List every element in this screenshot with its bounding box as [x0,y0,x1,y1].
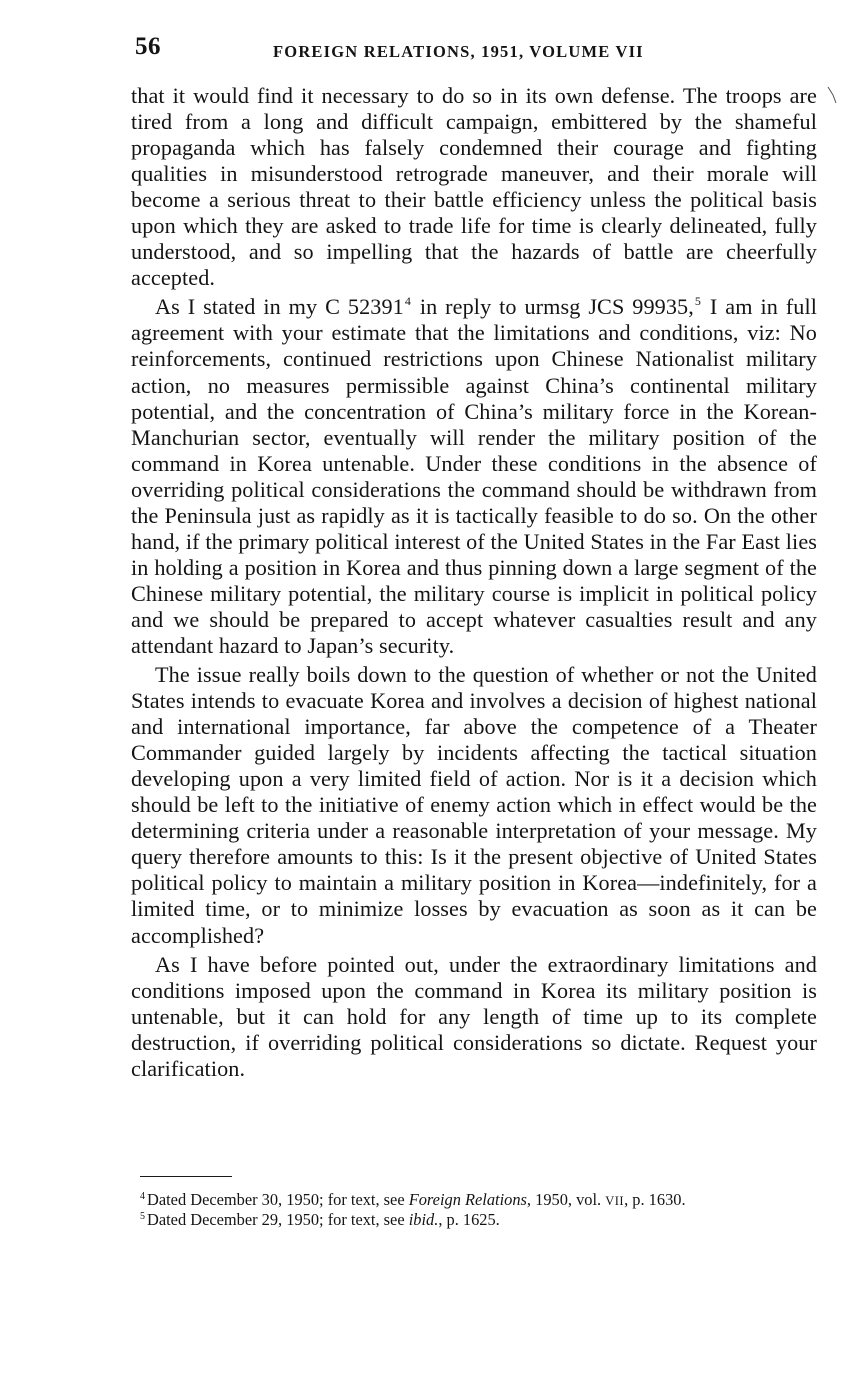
page-header [135,33,775,65]
footnote-text: Dated December 30, 1950; for text, see [147,1190,409,1209]
paragraph-4: As I have before pointed out, under the extraordinary limitations and conditions imposed upon the command in Korea its military position is untenable, but it can hold for any length of time up to its complete destruction, if overriding political considerations so dictate. Request your clarification. [131,951,817,1081]
footnote-italic-ibid: ibid. [408,1209,439,1229]
footnote-text: , 1950, vol. [526,1190,606,1209]
footnote-italic-title: Foreign Relations [408,1190,527,1209]
paragraph-3: The issue really boils down to the question of whether or not the United States intends to evacuate Korea and involves a decision of highest national and international importance, far above the competence of a Theater Commander guided largely by incidents affecting the tactical situation developing upon a very limited field of action. Nor is it a decision which should be left to the initiative of enemy action which in effect would be the determining criteria under a reasonable interpretation of your message. My query therefore amounts to this: Is it the present objective of United States political policy to maintain a military position in Korea—indefinitely, for a limited time, or to minimize losses by evacuation as soon as it can be accomplished? [131,662,817,948]
paragraph-2-part-1: As I stated in my C 52391 [155,294,404,320]
footnotes [140,1191,820,1228]
page-number: 56 [135,33,161,60]
paragraph-2-part-2: in reply to urmsg JCS 99935, [419,294,694,320]
footnote-ref-5: 5 [694,294,702,309]
footnote-ref-4: 4 [404,294,411,309]
footnote-volume: VII [605,1194,625,1208]
footnote-divider [140,1176,232,1177]
body-text [131,83,817,1082]
footnote-text: , p. 1630. [624,1190,686,1209]
footnote-text: Dated December 29, 1950; for text, see [147,1209,409,1229]
paragraph-1: that it would find it necessary to do so in its own defense. The troops are tired from a long and difficult campaign, embittered by the shameful propaganda which has falsely condemned their courage and fighting qualities in misunderstood retrograde maneuver, and their morale will become a serious threat to their battle efficiency unless the political basis upon which they are asked to trade life for time is clearly delineated, fully understood, and so impelling that the hazards of battle are cheerfully accepted. [131,83,817,291]
running-head: FOREIGN RELATIONS, 1951, VOLUME VII [273,42,644,61]
margin-scan-mark [826,84,838,108]
paragraph-2 [131,294,817,659]
footnote-marker: 5 [140,1210,145,1222]
footnote-5 [140,1211,820,1229]
paragraph-2-part-3: I am in full agreement with your estimate that the limitations and conditions, viz: No reinforcements, continued restrictions upon Chinese Nationalist military action, no measures permissible against China’s continental military potential, and the concentration of China’s military force in the Korean-Manchurian sector, eventually will render the military position of the command in Korea untenable. Under these conditions in the absence of overriding political considerations the command should be withdrawn from the Peninsula just as rapidly as it is tactically feasible to do so. On the other hand, if the primary political interest of the United States in the Far East lies in holding a position in Korea and thus pinning down a large segment of the Chinese military potential, the military course is implicit in political policy and we should be prepared to accept whatever casualties result and any attendant hazard to Japan’s security. [131,294,818,658]
footnote-4 [140,1191,820,1211]
footnote-text: , p. 1625. [438,1209,500,1229]
footnote-marker: 4 [140,1191,145,1202]
